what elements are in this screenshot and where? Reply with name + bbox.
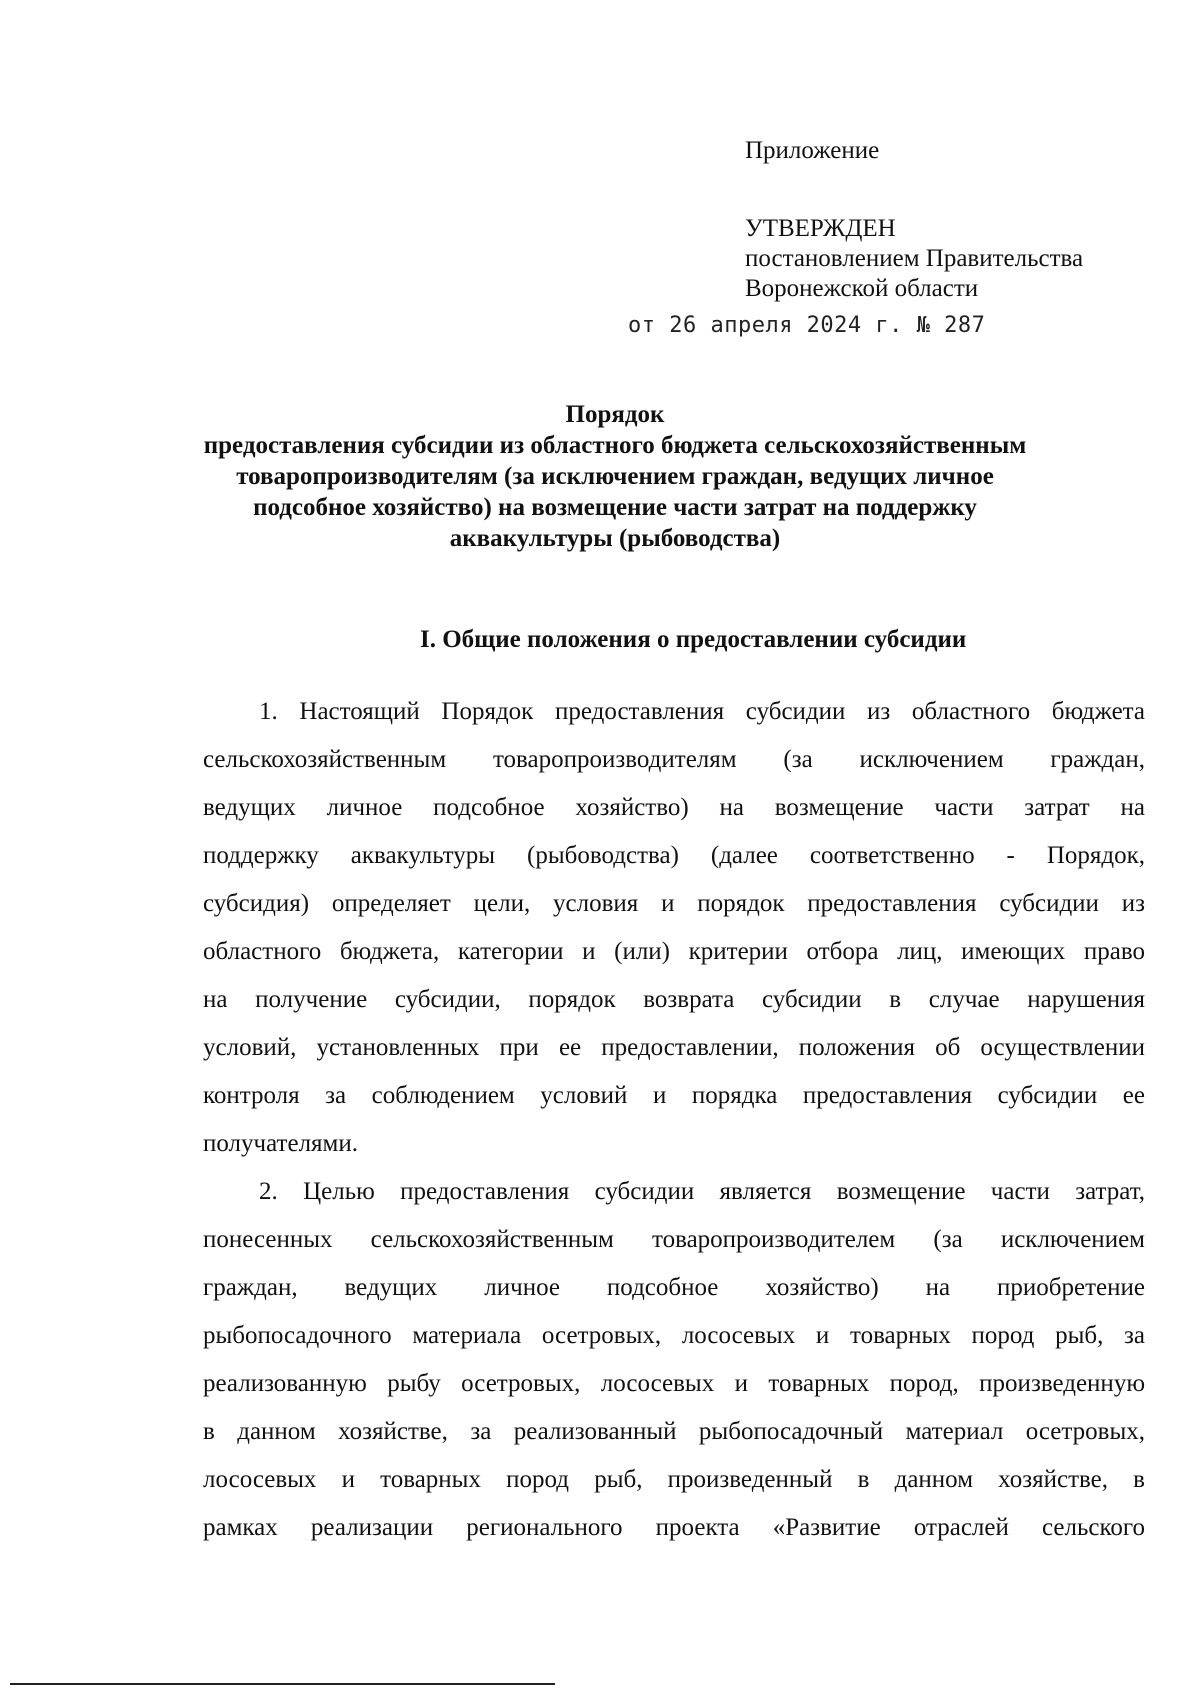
resolution-date-number: от 26 апреля 2024 г. № 287 xyxy=(628,313,986,338)
paragraph-line: контроля за соблюдением условий и порядка предоставления субсидии ее xyxy=(203,1082,1145,1109)
paragraph-line: условий, установленных при ее предоставлении, положения об осуществлении xyxy=(203,1034,1145,1061)
paragraph-line: областного бюджета, категории и (или) критерии отбора лиц, имеющих право xyxy=(203,938,1145,965)
section-heading: I. Общие положения о предоставлении субсидии xyxy=(420,626,967,653)
approved-label: УТВЕРЖДЕН xyxy=(745,215,896,242)
paragraph-line: ведущих личное подсобное хозяйство) на возмещение части затрат на xyxy=(203,794,1145,821)
paragraph-line: 2. Целью предоставления субсидии является возмещение части затрат, xyxy=(259,1178,1145,1205)
paragraph-line: лососевых и товарных пород рыб, произведенный в данном хозяйстве, в xyxy=(203,1466,1145,1493)
paragraph-line: получателями. xyxy=(203,1130,358,1157)
paragraph-line: поддержку аквакультуры (рыбоводства) (далее соответственно - Порядок, xyxy=(203,842,1145,869)
paragraph-line: сельскохозяйственным товаропроизводителям (за исключением граждан, xyxy=(203,746,1145,773)
paragraph-line: субсидия) определяет цели, условия и порядок предоставления субсидии из xyxy=(203,890,1145,917)
title-line-5: аквакультуры (рыбоводства) xyxy=(449,525,781,552)
approval-stamp xyxy=(745,136,1083,304)
document-title xyxy=(150,399,1080,554)
footnote-divider xyxy=(10,1683,555,1685)
paragraph-line: граждан, ведущих личное подсобное хозяйство) на приобретение xyxy=(203,1274,1145,1301)
title-line-4: подсобное хозяйство) на возмещение части затрат на поддержку xyxy=(253,494,977,521)
approved-by-line-2: Воронежской области xyxy=(745,275,979,302)
paragraph-1 xyxy=(203,688,1145,1168)
paragraph-line: рыбопосадочного материала осетровых, лососевых и товарных пород рыб, за xyxy=(203,1322,1145,1349)
paragraph-line: 1. Настоящий Порядок предоставления субсидии из областного бюджета xyxy=(259,698,1145,725)
paragraph-line: рамках реализации регионального проекта «Развитие отраслей сельского xyxy=(203,1514,1145,1541)
title-line-1: Порядок xyxy=(565,401,665,428)
approved-by-line-1: постановлением Правительства xyxy=(745,245,1084,272)
appendix-label: Приложение xyxy=(745,137,880,164)
body-text xyxy=(203,688,1145,1552)
title-line-2: предоставления субсидии из областного бюджета сельскохозяйственным xyxy=(203,432,1027,459)
title-line-3: товаропроизводителям (за исключением граждан, ведущих личное xyxy=(236,463,994,490)
paragraph-line: понесенных сельскохозяйственным товаропроизводителем (за исключением xyxy=(203,1226,1145,1253)
paragraph-2 xyxy=(203,1168,1145,1552)
paragraph-line: в данном хозяйстве, за реализованный рыбопосадочный материал осетровых, xyxy=(203,1418,1145,1445)
paragraph-line: реализованную рыбу осетровых, лососевых и товарных пород, произведенную xyxy=(203,1370,1145,1397)
paragraph-line: на получение субсидии, порядок возврата субсидии в случае нарушения xyxy=(203,986,1145,1013)
